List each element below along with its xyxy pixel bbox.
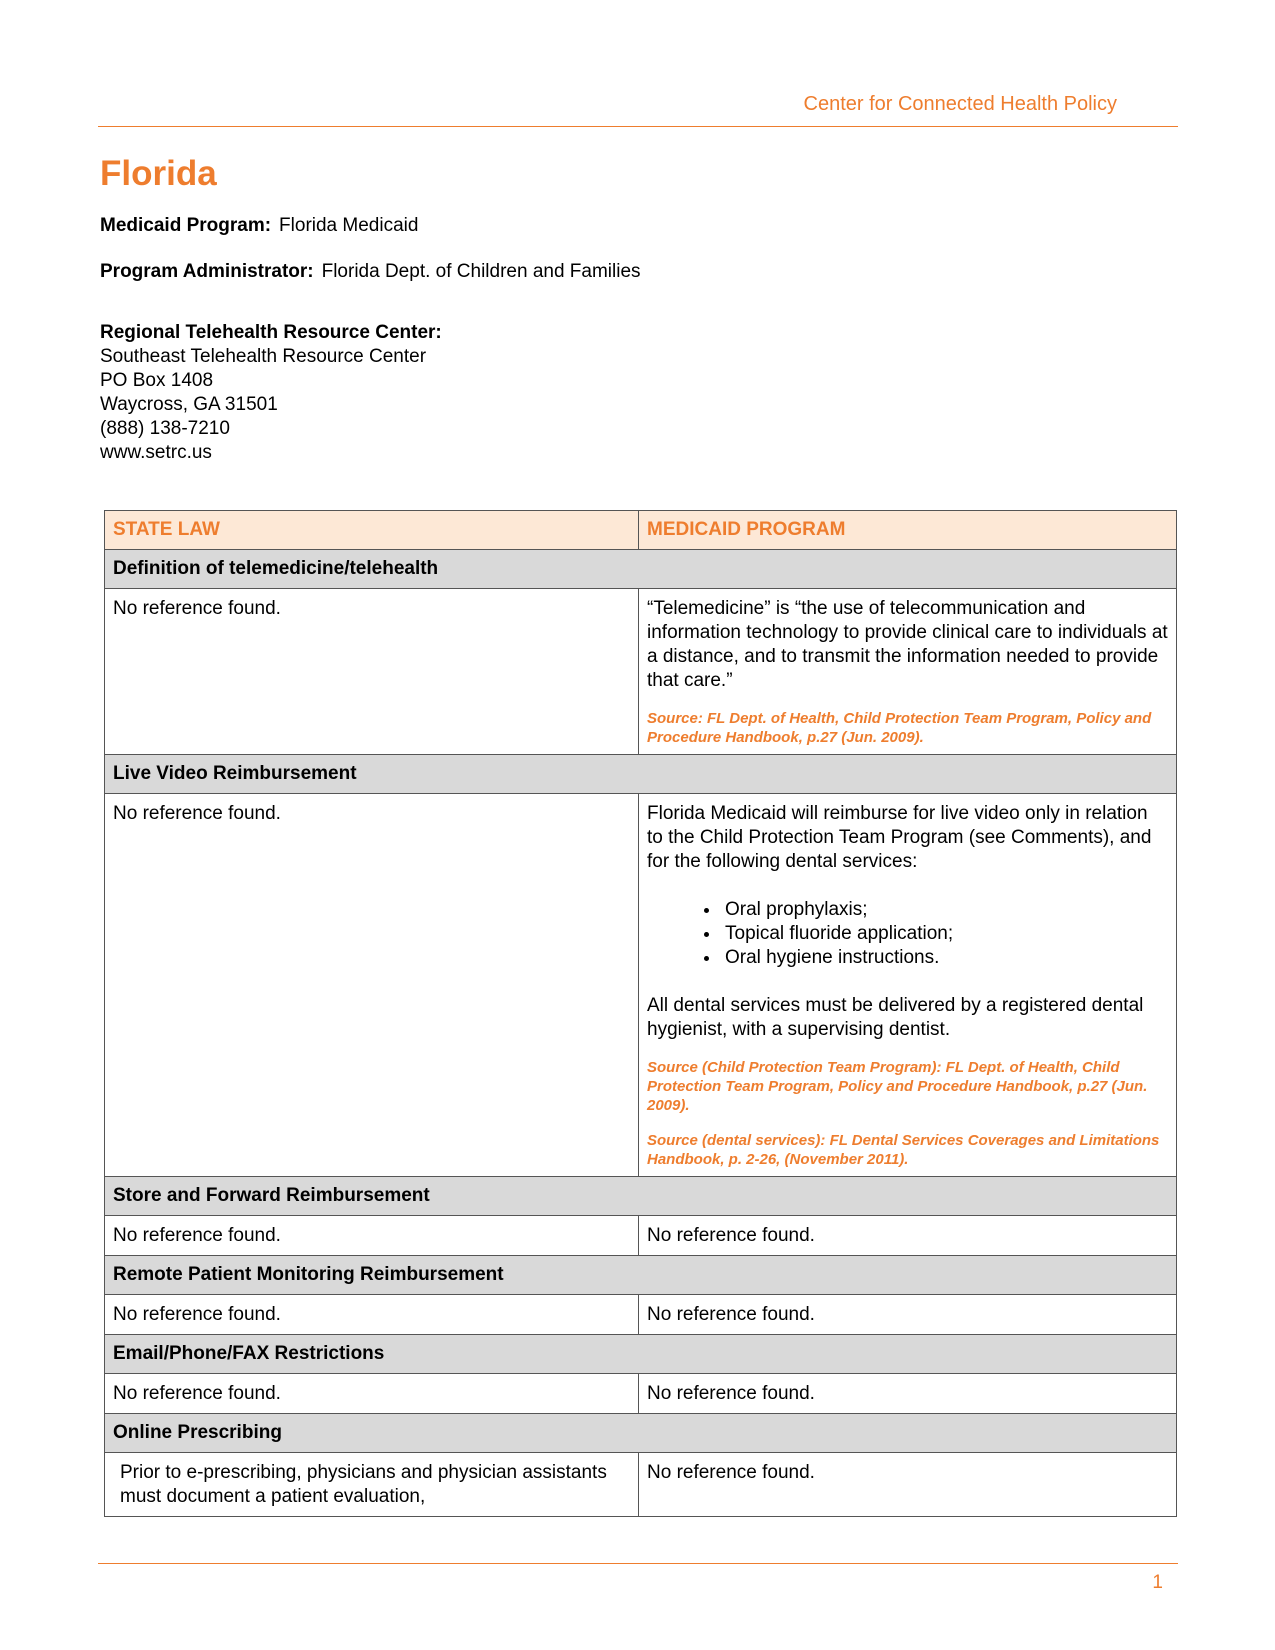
state-law-cell: No reference found.	[105, 1216, 639, 1256]
source-citation-2: Source (dental services): FL Dental Services Coverages and Limitations Handbook, p. 2-26, (November 2011).	[647, 1132, 1160, 1168]
medicaid-text: “Telemedicine” is “the use of telecommunication and information technology to provide clinical care to individuals at a distance, and to transmit the information needed to provide that care.”	[647, 598, 1168, 691]
medicaid-cell: No reference found.	[639, 1374, 1177, 1414]
dental-services-list	[647, 898, 1168, 970]
section-row	[105, 755, 1177, 794]
table-row	[105, 1216, 1177, 1256]
resource-center-phone: (888) 138-7210	[100, 418, 230, 439]
section-title: Live Video Reimbursement	[105, 755, 1177, 794]
program-administrator-label: Program Administrator:	[100, 261, 314, 282]
section-row	[105, 550, 1177, 589]
state-law-cell: No reference found.	[105, 589, 639, 755]
medicaid-program-line	[100, 214, 418, 238]
resource-center-label: Regional Telehealth Resource Center:	[100, 322, 442, 343]
state-law-cell: Prior to e-prescribing, physicians and physician assistants must document a patient evaluation,	[105, 1453, 639, 1517]
medicaid-program-value: Florida Medicaid	[279, 215, 419, 236]
table-row	[105, 589, 1177, 755]
medicaid-cell	[639, 589, 1177, 755]
column-header-medicaid: MEDICAID PROGRAM	[639, 511, 1177, 550]
table-header-row	[105, 511, 1177, 550]
section-title: Online Prescribing	[105, 1414, 1177, 1453]
table-row	[105, 1453, 1177, 1517]
resource-center-city: Waycross, GA 31501	[100, 394, 278, 415]
resource-center-address: PO Box 1408	[100, 370, 214, 391]
list-item: • Oral hygiene instructions.	[721, 946, 1168, 970]
state-law-cell: No reference found.	[105, 794, 639, 1177]
table-row	[105, 1295, 1177, 1335]
section-title: Remote Patient Monitoring Reimbursement	[105, 1256, 1177, 1295]
medicaid-text: Florida Medicaid will reimburse for live video only in relation to the Child Protection Team Program (see Comments), and for the following dental services:	[647, 803, 1152, 872]
state-law-cell: No reference found.	[105, 1295, 639, 1335]
medicaid-program-label: Medicaid Program:	[100, 215, 272, 236]
page-number: 1	[1152, 1572, 1163, 1593]
page-title: Florida	[100, 154, 217, 193]
policy-table	[104, 510, 1177, 1517]
section-row	[105, 1414, 1177, 1453]
medicaid-cell: No reference found.	[639, 1453, 1177, 1517]
resource-center-name: Southeast Telehealth Resource Center	[100, 346, 427, 367]
program-administrator-value: Florida Dept. of Children and Families	[321, 261, 641, 282]
resource-center-block	[100, 321, 442, 465]
program-administrator-line	[100, 260, 641, 284]
section-title: Store and Forward Reimbursement	[105, 1177, 1177, 1216]
source-citation: Source (Child Protection Team Program): FL Dept. of Health, Child Protection Team Program, Policy and Procedure Handbook, p.27 (Jun. 2009).	[647, 1059, 1148, 1114]
header-org: Center for Connected Health Policy	[803, 93, 1117, 115]
column-header-state-law: STATE LAW	[105, 511, 639, 550]
list-item: • Oral prophylaxis;	[721, 898, 1168, 922]
table-row	[105, 1374, 1177, 1414]
medicaid-cell	[639, 794, 1177, 1177]
medicaid-cell: No reference found.	[639, 1216, 1177, 1256]
footer-rule	[98, 1563, 1178, 1564]
list-item: • Topical fluoride application;	[721, 922, 1168, 946]
section-row	[105, 1177, 1177, 1216]
section-title: Definition of telemedicine/telehealth	[105, 550, 1177, 589]
section-row	[105, 1335, 1177, 1374]
section-row	[105, 1256, 1177, 1295]
source-citation: Source: FL Dept. of Health, Child Protection Team Program, Policy and Procedure Handbook, p.27 (Jun. 2009).	[647, 710, 1152, 746]
state-law-cell: No reference found.	[105, 1374, 639, 1414]
header-rule	[98, 126, 1178, 127]
medicaid-text-2: All dental services must be delivered by a registered dental hygienist, with a supervising dentist.	[647, 995, 1144, 1040]
section-title: Email/Phone/FAX Restrictions	[105, 1335, 1177, 1374]
medicaid-cell: No reference found.	[639, 1295, 1177, 1335]
table-row	[105, 794, 1177, 1177]
resource-center-website[interactable]: www.setrc.us	[100, 442, 212, 463]
